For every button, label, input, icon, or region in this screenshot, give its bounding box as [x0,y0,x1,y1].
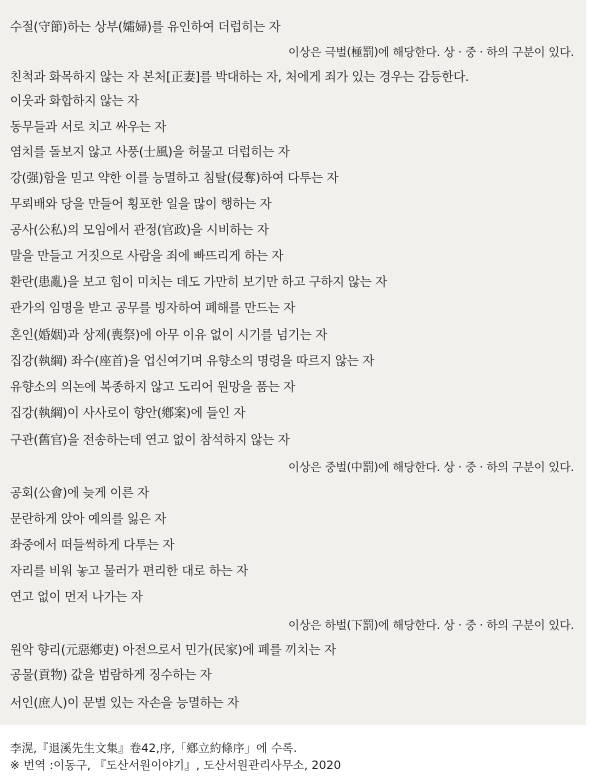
penalty-category-note: 이상은 극벌(極罰)에 해당한다. 상 · 중 · 하의 구분이 있다. [288,45,574,59]
penalty-category-note: 이상은 하벌(下罰)에 해당한다. 상 · 중 · 하의 구분이 있다. [288,618,574,632]
penalty-item: 집강(執綱) 좌수(座首)을 업신여기며 유향소의 명령을 따르지 않는 자 [10,353,375,368]
translation-credit: ※ 번역 :이동구, 『도산서원이야기』, 도산서원관리사무소, 2020 [10,758,341,772]
penalty-item: 공물(貢物) 값을 범람하게 징수하는 자 [10,667,212,682]
penalty-item: 공사(公私)의 모임에서 관정(官政)을 시비하는 자 [10,222,269,237]
penalty-item: 염치를 돌보지 않고 사풍(士風)을 허물고 더럽히는 자 [10,144,290,159]
penalty-item: 공회(公會)에 늦게 이른 자 [10,485,150,500]
source-citation: 李滉,『退溪先生文集』卷42,序,「鄕立約條序」에 수록. [10,741,298,755]
penalty-item: 이웃과 화합하지 않는 자 [10,93,139,108]
penalty-item: 구관(舊官)을 전송하는데 연고 없이 참석하지 않는 자 [10,432,290,447]
penalty-item: 서인(庶人)이 문벌 있는 자손을 능멸하는 자 [10,695,239,710]
penalty-item: 자리를 비워 놓고 물러가 편리한 대로 하는 자 [10,563,249,578]
penalty-item: 무뢰배와 당을 만들어 횡포한 일을 많이 행하는 자 [10,196,272,211]
penalty-item: 관가의 임명을 받고 공무를 빙자하여 폐해를 만드는 자 [10,300,296,315]
penalty-item: 문란하게 앉아 예의를 잃은 자 [10,511,167,526]
penalty-category-note: 이상은 중벌(中罰)에 해당한다. 상 · 중 · 하의 구분이 있다. [288,460,574,474]
penalty-item: 강(强)함을 믿고 약한 이를 능멸하고 침탈(侵奪)하여 다투는 자 [10,170,339,185]
penalty-item: 유향소의 의논에 복종하지 않고 도리어 원망을 품는 자 [10,379,296,394]
penalty-item: 원악 향리(元惡鄕吏) 아전으로서 민가(民家)에 폐를 끼치는 자 [10,642,336,657]
penalty-item: 혼인(婚姻)과 상제(喪祭)에 아무 이유 없이 시기를 넘기는 자 [10,327,328,342]
penalty-item: 동무들과 서로 치고 싸우는 자 [10,119,167,134]
penalty-item: 연고 없이 먼저 나가는 자 [10,589,143,604]
penalty-item: 좌중에서 떠들썩하게 다투는 자 [10,537,175,552]
penalty-item: 집강(執綱)이 사사로이 향안(鄕案)에 들인 자 [10,405,246,420]
penalty-item: 친척과 화목하지 않는 자 본처[正妻]를 박대하는 자, 처에게 죄가 있는 경우는 감등한다. [10,69,469,84]
penalty-item: 말을 만들고 거짓으로 사람을 죄에 빠뜨리게 하는 자 [10,248,284,263]
penalty-item: 환란(患亂)을 보고 힘이 미치는 데도 가만히 보기만 하고 구하지 않는 자 [10,274,388,289]
penalty-item: 수절(守節)하는 상부(孀婦)를 유인하여 더럽히는 자 [10,19,281,34]
